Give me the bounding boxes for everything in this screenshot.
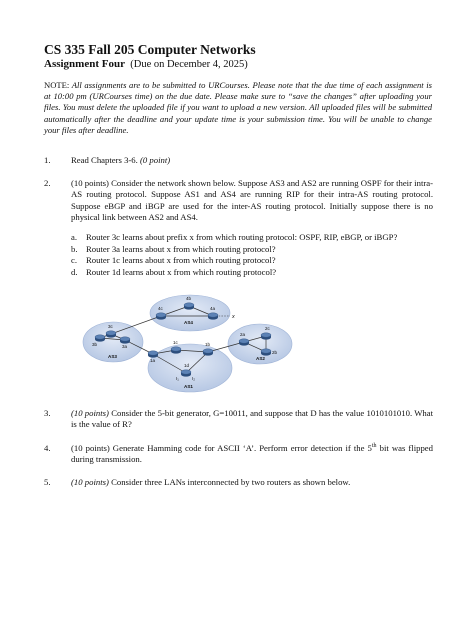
- interface-2-label: I₂: [192, 376, 196, 381]
- question-number: 2.: [44, 178, 51, 188]
- router-1c-icon: [171, 347, 181, 354]
- question-text: Read Chapters 3-6.: [71, 155, 138, 165]
- question-1: [44, 155, 433, 167]
- question-3: [44, 408, 433, 432]
- router-2a-label: 2a: [240, 332, 246, 337]
- question-text: Consider three LANs interconnected by two routers as shown below.: [111, 477, 351, 487]
- router-3b-icon: [95, 335, 105, 342]
- router-3a-icon: [120, 337, 130, 344]
- subquestion-b: b. Router 3a learns about x from which routing protocol?: [71, 243, 276, 254]
- as4-label: AS4: [184, 320, 193, 325]
- assignment-heading: [44, 58, 248, 70]
- subquestion-c: c. Router 1c learns about x from which routing protocol?: [71, 255, 276, 265]
- question-points: (10 points): [71, 477, 109, 487]
- router-4a-label: 4a: [210, 306, 216, 311]
- question-number: 3.: [44, 408, 51, 418]
- subquestion-text: Router 3a learns about x from which routing protocol?: [86, 243, 276, 254]
- assignment-name: Assignment Four: [44, 58, 125, 70]
- subquestion-text: Router 1d learns about x from which routing protocol?: [86, 266, 277, 277]
- as3-label: AS3: [108, 354, 117, 359]
- question-2: [44, 178, 433, 226]
- question-4: [44, 443, 433, 467]
- router-3c-label: 3c: [108, 324, 113, 329]
- as1-label: AS1: [184, 384, 193, 389]
- router-1a-icon: [148, 351, 158, 358]
- question-points: (10 points): [71, 408, 109, 418]
- as2-label: AS2: [256, 356, 265, 361]
- router-1d-icon: [181, 370, 191, 377]
- question-points: (0 point): [140, 155, 171, 165]
- router-3a-label: 3a: [122, 344, 128, 349]
- subquestion-a: a. Router 3c learns about prefix x from which routing protocol: OSPF, RIP, eBGP, or iBGP?: [71, 232, 398, 242]
- question-text: (10 points) Consider the network shown below. Suppose AS3 and AS2 are running OSPF for their intra-AS routing protocol. Suppose AS1 and AS4 are running RIP for their intra-AS routing protocol. Suppose eBGP and iBGP are used for the inter-AS routing protocol. Initially suppose there is no physical link between AS2 and AS4.: [71, 178, 433, 222]
- router-2a-icon: [239, 339, 249, 346]
- network-diagram: [80, 288, 300, 400]
- subquestion-text: Router 3c learns about prefix x from which routing protocol: OSPF, RIP, eBGP, or iBGP?: [86, 232, 398, 242]
- router-4a-icon: [208, 313, 218, 320]
- question-text: (10 points) Generate Hamming code for ASCII ‘A’. Perform error detection if the 5: [71, 443, 372, 453]
- submission-note: [44, 80, 432, 136]
- course-title: CS 335 Fall 205 Computer Networks: [44, 42, 256, 57]
- router-4b-label: 4b: [186, 296, 192, 301]
- note-lead: NOTE:: [44, 80, 70, 90]
- interface-1-label: I₁: [176, 376, 179, 381]
- note-text: All assignments are to be submitted to URCourses. Please note that the due time of each assignment is at 10:00 pm (URCourses time) on the due date. Please make sure to “save the changes” after uploading your files. You must delete the uploaded file if you want to upload a new version. All uploaded files will be submitted automatically after the deadline and your update time is your submission time. You will be unable to change your files after deadline.: [44, 80, 432, 135]
- superscript-th: th: [371, 443, 377, 450]
- question-5: [44, 477, 433, 489]
- router-1b-label: 1b: [205, 342, 211, 347]
- router-4c-icon: [156, 313, 166, 320]
- prefix-x-label: x: [232, 314, 235, 320]
- subquestion-d: d. Router 1d learns about x from which routing protocol?: [71, 266, 277, 277]
- question-number: 5.: [44, 477, 51, 487]
- router-4b-icon: [184, 303, 194, 310]
- router-3b-label: 3b: [92, 342, 98, 347]
- router-4c-label: 4c: [158, 306, 163, 311]
- question-text-end: bit was flipped during transmission.: [71, 443, 433, 465]
- router-2c-label: 2c: [265, 326, 270, 331]
- router-2b-label: 2b: [272, 350, 278, 355]
- router-1d-label: 1d: [184, 363, 190, 368]
- router-1a-label: 1a: [150, 358, 156, 363]
- question-number: 1.: [44, 155, 51, 165]
- router-3c-icon: [106, 331, 116, 338]
- question-number: 4.: [44, 443, 51, 453]
- question-text: Consider the 5-bit generator, G=10011, and suppose that D has the value 1010101010. What is the value of R?: [71, 408, 434, 430]
- router-2c-icon: [261, 333, 271, 340]
- router-2b-icon: [261, 349, 271, 356]
- router-1b-icon: [203, 349, 213, 356]
- router-1c-label: 1c: [173, 340, 178, 345]
- subquestion-text: Router 1c learns about x from which routing protocol?: [86, 255, 276, 265]
- due-date: (Due on December 4, 2025): [130, 59, 248, 70]
